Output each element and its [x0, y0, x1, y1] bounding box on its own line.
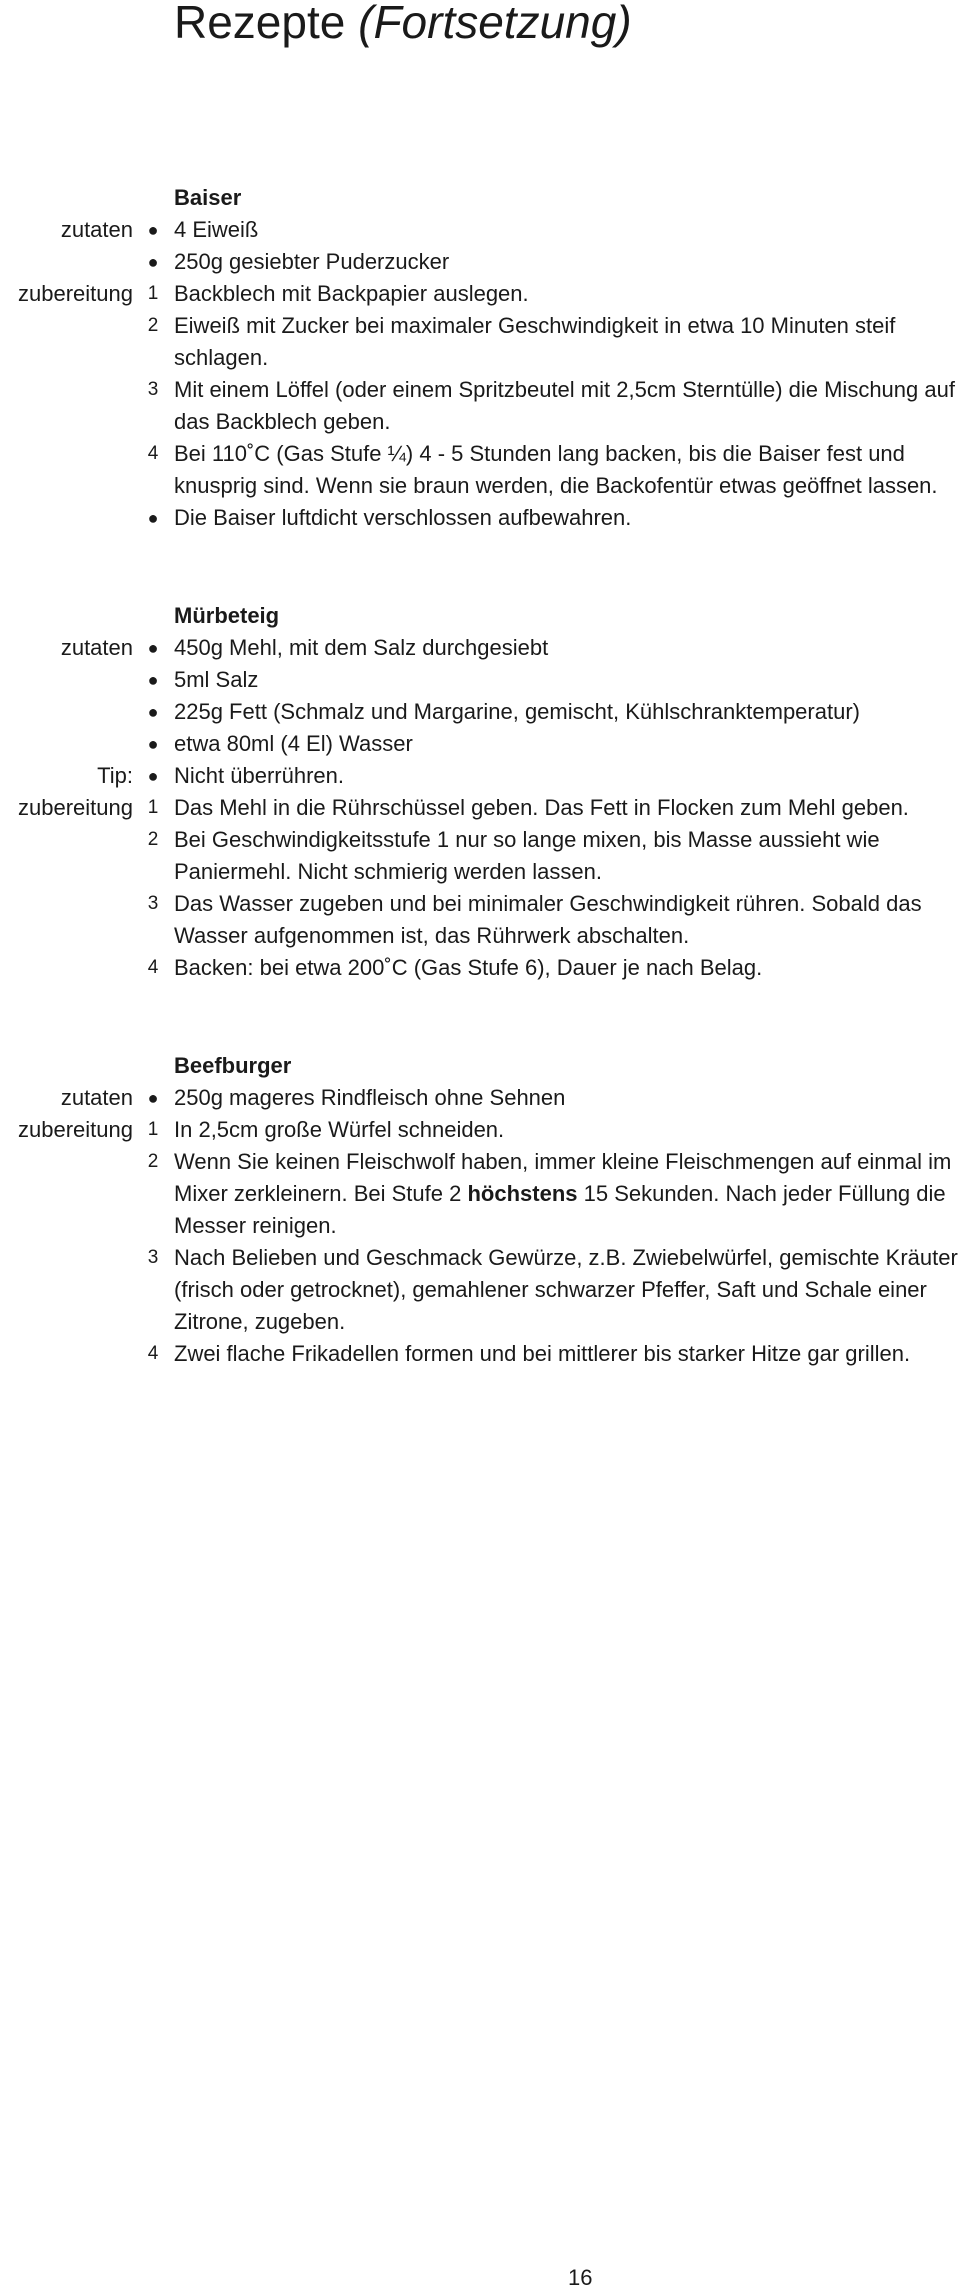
- step-number: 2: [147, 829, 159, 850]
- step-text: Backen: bei etwa 200˚C (Gas Stufe 6), Dauer je nach Belag.: [174, 955, 763, 980]
- list-item: [0, 888, 960, 952]
- step-number: 1: [147, 1119, 159, 1140]
- bullet-icon: ●: [147, 734, 159, 754]
- step-number: 2: [147, 315, 159, 336]
- step-number: 1: [147, 283, 159, 304]
- step-number: 2: [147, 1151, 159, 1172]
- ingredient-text: 5ml Salz: [174, 667, 259, 692]
- ingredient-text: etwa 80ml (4 El) Wasser: [174, 731, 413, 756]
- step-number: 3: [147, 893, 159, 914]
- step-number: 4: [147, 957, 159, 978]
- step-number: 1: [147, 797, 159, 818]
- list-item: [0, 696, 960, 728]
- list-item: [0, 438, 960, 502]
- step-text-before: Wenn Sie keinen Fleischwolf haben, immer kleine Fleischmengen auf einmal im Mixer zerkleinern. Bei Stufe 2: [174, 1149, 952, 1206]
- list-item: [0, 632, 960, 664]
- recipe-beefburger: [0, 1050, 960, 1370]
- list-item: [0, 214, 960, 246]
- bullet-icon: ●: [147, 702, 159, 722]
- list-item: [0, 792, 960, 824]
- tip-text: Nicht überrühren.: [174, 763, 344, 788]
- ingredient-text: 4 Eiweiß: [174, 217, 259, 242]
- list-item: [0, 1082, 960, 1114]
- bullet-icon: ●: [147, 1088, 159, 1108]
- section-label: zubereitung: [18, 795, 133, 820]
- list-item: [0, 824, 960, 888]
- list-item: [0, 728, 960, 760]
- recipe-muerbeteig: [0, 600, 960, 984]
- step-text: Zwei flache Frikadellen formen und bei mittlerer bis starker Hitze gar grillen.: [174, 1341, 911, 1366]
- section-label: zubereitung: [18, 1117, 133, 1142]
- bullet-icon: ●: [147, 508, 159, 528]
- section-label: zubereitung: [18, 281, 133, 306]
- step-text: Backblech mit Backpapier auslegen.: [174, 281, 529, 306]
- step-text: In 2,5cm große Würfel schneiden.: [174, 1117, 505, 1142]
- tip-label: Tip:: [97, 763, 133, 788]
- recipe-title: Mürbeteig: [174, 603, 280, 628]
- step-text: Die Baiser luftdicht verschlossen aufbewahren.: [174, 505, 632, 530]
- step-number: 3: [147, 379, 159, 400]
- section-label: zutaten: [60, 635, 133, 660]
- page-title-main: Rezepte: [174, 0, 346, 48]
- list-item: [0, 502, 960, 534]
- page-title-suffix: (Fortsetzung): [358, 0, 632, 48]
- recipe-baiser: [0, 182, 960, 534]
- step-text: Das Mehl in die Rührschüssel geben. Das Fett in Flocken zum Mehl geben.: [174, 795, 909, 820]
- list-item: [0, 1242, 960, 1338]
- bullet-icon: ●: [147, 670, 159, 690]
- step-text: Bei Geschwindigkeitsstufe 1 nur so lange mixen, bis Masse aussieht wie Paniermehl. Nicht schmierig werden lassen.: [174, 827, 880, 884]
- ingredient-text: 250g mageres Rindfleisch ohne Sehnen: [174, 1085, 566, 1110]
- step-number: 4: [147, 443, 159, 464]
- bullet-icon: ●: [147, 252, 159, 272]
- bullet-icon: ●: [147, 638, 159, 658]
- step-text-emphasis: höchstens: [467, 1181, 578, 1206]
- recipe-title: Beefburger: [174, 1053, 292, 1078]
- step-text-after: 15 Sekunden. Nach jeder Füllung die Messer reinigen.: [174, 1181, 946, 1238]
- ingredient-text: 450g Mehl, mit dem Salz durchgesiebt: [174, 635, 549, 660]
- step-text: Eiweiß mit Zucker bei maximaler Geschwindigkeit in etwa 10 Minuten steif schlagen.: [174, 313, 896, 370]
- step-text: [174, 1146, 960, 1242]
- list-item: [0, 952, 960, 984]
- list-item: [0, 1114, 960, 1146]
- page-number: 16: [568, 2265, 593, 2290]
- bullet-icon: ●: [147, 766, 159, 786]
- list-item: [0, 278, 960, 310]
- section-label: zutaten: [60, 217, 133, 242]
- step-number: 3: [147, 1247, 159, 1268]
- list-item: [0, 664, 960, 696]
- list-item: [0, 760, 960, 792]
- step-text: Das Wasser zugeben und bei minimaler Geschwindigkeit rühren. Sobald das Wasser aufgenommen ist, das Rührwerk abschalten.: [174, 891, 922, 948]
- ingredient-text: 225g Fett (Schmalz und Margarine, gemischt, Kühlschranktemperatur): [174, 699, 860, 724]
- step-number: 4: [147, 1343, 159, 1364]
- step-text: Nach Belieben und Geschmack Gewürze, z.B. Zwiebelwürfel, gemischte Kräuter (frisch oder getrocknet), gemahlener schwarzer Pfeffer, Saft und Schale einer Zitrone, zugeben.: [174, 1245, 958, 1334]
- ingredient-text: 250g gesiebter Puderzucker: [174, 249, 450, 274]
- list-item: [0, 374, 960, 438]
- step-text: Mit einem Löffel (oder einem Spritzbeutel mit 2,5cm Sterntülle) die Mischung auf das Backblech geben.: [174, 377, 955, 434]
- page-title: [174, 0, 632, 50]
- list-item: [0, 1338, 960, 1370]
- recipe-title: Baiser: [174, 185, 242, 210]
- section-label: zutaten: [60, 1085, 133, 1110]
- list-item: [0, 1146, 960, 1242]
- list-item: [0, 246, 960, 278]
- step-text: Bei 110˚C (Gas Stufe ¼) 4 - 5 Stunden lang backen, bis die Baiser fest und knusprig sind. Wenn sie braun werden, die Backofentür etwas geöffnet lassen.: [174, 441, 938, 498]
- bullet-icon: ●: [147, 220, 159, 240]
- list-item: [0, 310, 960, 374]
